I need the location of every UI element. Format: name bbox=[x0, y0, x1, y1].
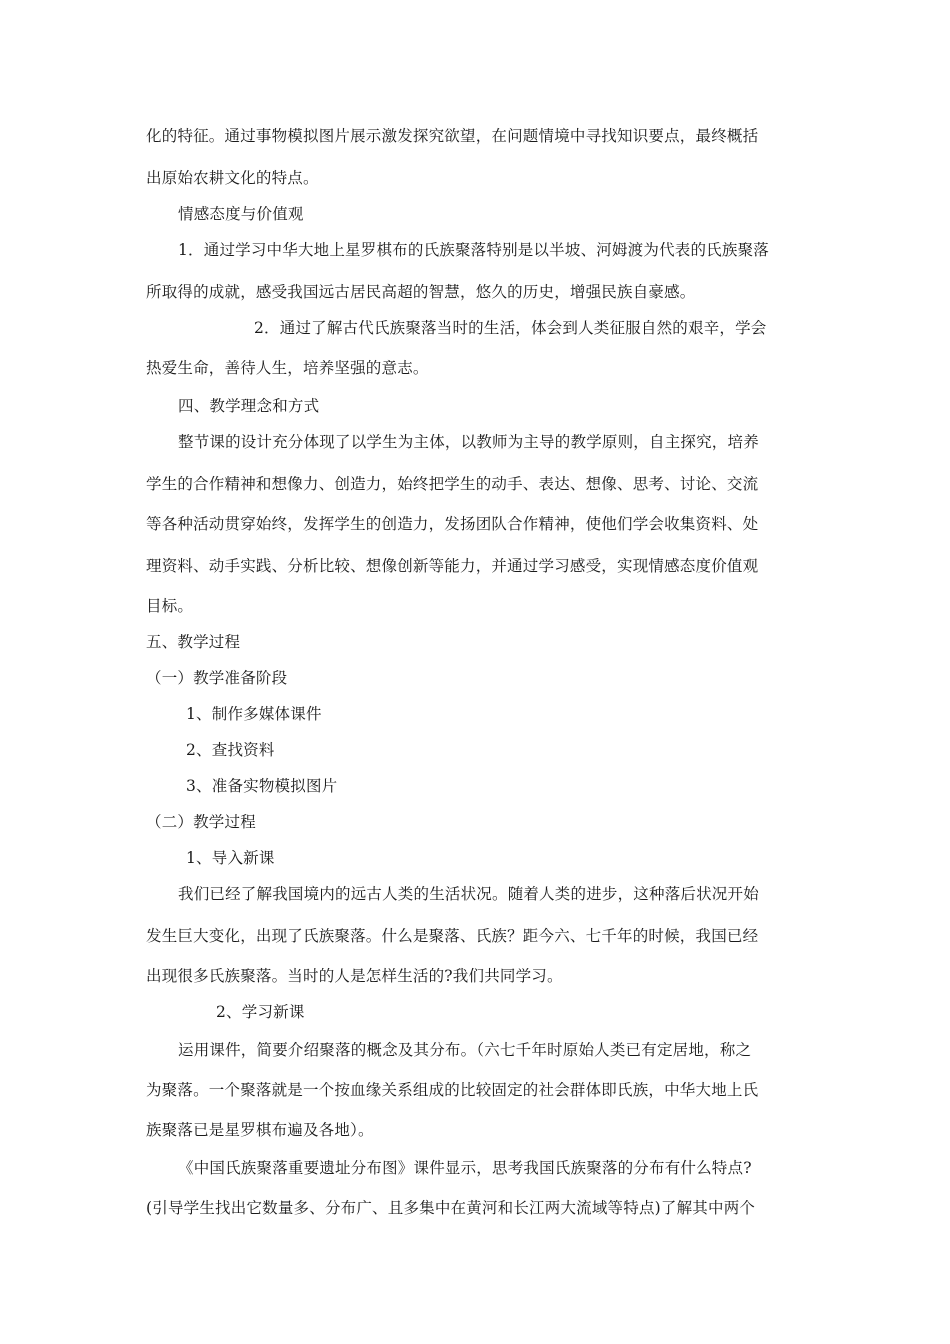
text-line: 1．通过学习中华大地上星罗棋布的氏族聚落特别是以半坡、河姆渡为代表的氏族聚落 bbox=[178, 241, 769, 259]
subsection-heading: （二）教学过程 bbox=[146, 813, 256, 831]
section-heading: 五、教学过程 bbox=[146, 633, 241, 651]
text-line: 族聚落已是星罗棋布遍及各地）。 bbox=[146, 1121, 374, 1139]
text-line: 2．通过了解古代氏族聚落当时的生活，体会到人类征服自然的艰辛，学会 bbox=[254, 319, 767, 337]
text-line: 所取得的成就，感受我国远古居民高超的智慧，悠久的历史，增强民族自豪感。 bbox=[146, 283, 696, 301]
text-line: 化的特征。通过事物模拟图片展示激发探究欲望，在问题情境中寻找知识要点，最终概括 bbox=[146, 127, 759, 145]
text-line: 《中国氏族聚落重要遗址分布图》课件显示，思考我国氏族聚落的分布有什么特点? bbox=[178, 1159, 752, 1177]
text-line: 运用课件，简要介绍聚落的概念及其分布。（六七千年时原始人类已有定居地，称之 bbox=[178, 1041, 752, 1059]
list-item: 1、制作多媒体课件 bbox=[186, 705, 322, 723]
text-line: 为聚落。一个聚落就是一个按血缘关系组成的比较固定的社会群体即氏族，中华大地上氏 bbox=[146, 1081, 759, 1099]
section-heading: 情感态度与价值观 bbox=[178, 205, 304, 223]
subsection-heading: （一）教学准备阶段 bbox=[146, 669, 288, 687]
text-line: 出原始农耕文化的特点。 bbox=[146, 169, 319, 187]
list-item: 2、学习新课 bbox=[216, 1003, 305, 1021]
text-line: 学生的合作精神和想像力、创造力，始终把学生的动手、表达、想像、思考、讨论、交流 bbox=[146, 475, 759, 493]
list-item: 1、导入新课 bbox=[186, 849, 275, 867]
text-line: 发生巨大变化，出现了氏族聚落。什么是聚落、氏族？距今六、七千年的时候，我国已经 bbox=[146, 927, 759, 945]
text-line: (引导学生找出它数量多、分布广、且多集中在黄河和长江两大流域等特点)了解其中两个 bbox=[146, 1199, 756, 1217]
text-line: 我们已经了解我国境内的远古人类的生活状况。随着人类的进步，这种落后状况开始 bbox=[178, 885, 759, 903]
list-item: 3、准备实物模拟图片 bbox=[186, 777, 338, 795]
text-line: 理资料、动手实践、分析比较、想像创新等能力，并通过学习感受，实现情感态度价值观 bbox=[146, 557, 759, 575]
section-heading: 四、教学理念和方式 bbox=[178, 397, 320, 415]
text-line: 出现很多氏族聚落。当时的人是怎样生活的?我们共同学习。 bbox=[146, 967, 563, 985]
list-item: 2、查找资料 bbox=[186, 741, 275, 759]
text-line: 目标。 bbox=[146, 597, 194, 615]
text-line: 整节课的设计充分体现了以学生为主体，以教师为主导的教学原则，自主探究，培养 bbox=[178, 433, 759, 451]
text-line: 热爱生命，善待人生，培养坚强的意志。 bbox=[146, 359, 429, 377]
text-line: 等各种活动贯穿始终，发挥学生的创造力，发扬团队合作精神，使他们学会收集资料、处 bbox=[146, 515, 759, 533]
